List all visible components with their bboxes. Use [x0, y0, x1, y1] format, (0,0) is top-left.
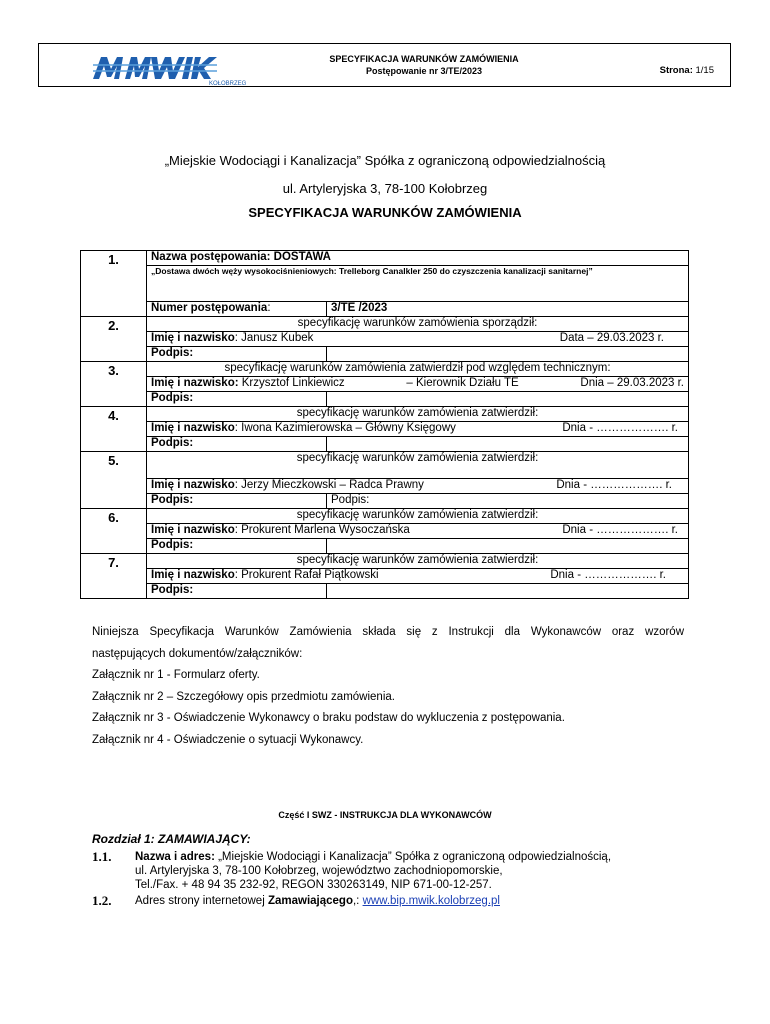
table-row — [81, 302, 689, 317]
name-cell: Imię i nazwisko: Krzysztof Linkiewicz – Kierownik Działu TE Dnia – 29.03.2023 r. — [147, 377, 689, 392]
signature-label: Podpis: — [147, 494, 327, 509]
procedure-number-label: Numer postępowania: — [147, 302, 327, 317]
row-number: 6. — [81, 509, 147, 554]
chapter-heading: Rozdział 1: ZAMAWIAJĄCY: — [92, 832, 251, 846]
name-cell: Imię i nazwisko: Prokurent Marlena Wysoczańska Dnia - ………………. r. — [147, 524, 689, 539]
point-bold: Zamawiającego — [267, 895, 353, 907]
page-indicator — [660, 65, 714, 76]
table-row — [81, 317, 689, 332]
header-title: SPECYFIKACJA WARUNKÓW ZAMÓWIENIA — [329, 54, 519, 64]
name-cell: Imię i nazwisko: Iwona Kazimierowska – Główny Księgowy Dnia - ………………. r. — [147, 422, 689, 437]
date-text: Data – 29.03.2023 r. — [559, 332, 664, 344]
signature-label: Podpis: — [147, 437, 327, 452]
name-cell: Imię i nazwisko: Janusz Kubek Data – 29.03.2023 r. — [147, 332, 689, 347]
page-header — [38, 43, 731, 87]
point-text: Adres strony internetowej — [135, 895, 268, 907]
row-number: 7. — [81, 554, 147, 599]
table-row — [81, 251, 689, 266]
table-row — [81, 494, 689, 509]
procedure-number-value: 3/TE /2023 — [327, 302, 689, 317]
header-title-block — [249, 53, 599, 77]
table-row — [81, 422, 689, 437]
website-link[interactable]: www.bip.mwik.kolobrzeg.pl — [362, 895, 500, 907]
annex-intro-line2: następujących dokumentów/załączników: — [92, 647, 303, 660]
row-heading: specyfikację warunków zamówienia zatwierdził pod względem technicznym: — [147, 362, 689, 377]
table-row — [81, 554, 689, 569]
row-number: 5. — [81, 452, 147, 509]
name-cell: Imię i nazwisko: Jerzy Mieczkowski – Radca Prawny Dnia - ………………. r. — [147, 479, 689, 494]
point-number: 1.2. — [92, 893, 112, 908]
date-text: Dnia - ………………. r. — [562, 524, 678, 536]
annex-intro-line1: Niniejsza Specyfikacja Warunków Zamówienia składa się z Instrukcji dla Wykonawców oraz wzorów — [92, 626, 684, 638]
point-number: 1.1. — [92, 849, 112, 864]
table-row — [81, 407, 689, 422]
table-row — [81, 392, 689, 407]
procedure-name: Nazwa postępowania: DOSTAWA — [147, 251, 689, 266]
signature-space — [327, 437, 689, 452]
table-row — [81, 332, 689, 347]
header-subtitle: Postępowanie nr 3/TE/2023 — [365, 66, 483, 76]
page-value: 1/15 — [695, 65, 714, 76]
row-heading: specyfikację warunków zamówienia zatwierdził: — [147, 407, 689, 422]
annex-item: Załącznik nr 2 – Szczegółowy opis przedmiotu zamówienia. — [92, 690, 395, 703]
annex-item: Załącznik nr 3 - Oświadczenie Wykonawcy o braku podstaw do wykluczenia z postępowania. — [92, 712, 565, 724]
part-title: Część I SWZ - INSTRUKCJA DLA WYKONAWCÓW — [278, 810, 492, 820]
point-text: „Miejskie Wodociągi i Kanalizacja” Spółka z ograniczoną odpowiedzialnością, — [214, 851, 612, 863]
table-row — [81, 437, 689, 452]
table-row — [81, 377, 689, 392]
row-heading: specyfikację warunków zamówienia zatwierdził: — [147, 554, 689, 569]
point-text-line3: Tel./Fax. + 48 94 35 232-92, REGON 330263149, NIP 671-00-12-257. — [135, 879, 492, 891]
row-number: 1. — [81, 251, 147, 317]
signature-label: Podpis: — [147, 392, 327, 407]
signature-space — [327, 539, 689, 554]
logo-subtext: KOŁOBRZEG — [209, 81, 246, 87]
procedure-description: „Dostawa dwóch węży wysokociśnieniowych: Trelleborg Canalkler 250 do czyszczenia kanalizacji sanitarnej” — [147, 266, 689, 302]
signature-label: Podpis: — [147, 539, 327, 554]
date-text: Dnia - ………………. r. — [556, 479, 672, 491]
annex-item: Załącznik nr 4 - Oświadczenie o sytuacji Wykonawcy. — [92, 733, 364, 746]
row-number: 2. — [81, 317, 147, 362]
table-row — [81, 452, 689, 479]
document-title: SPECYFIKACJA WARUNKÓW ZAMÓWIENIA — [248, 205, 522, 220]
point-text-line2: ul. Artyleryjska 3, 78-100 Kołobrzeg, województwo zachodniopomorskie, — [135, 865, 503, 877]
point-label: Nazwa i adres: — [135, 851, 215, 863]
row-number: 3. — [81, 362, 147, 407]
annex-section — [92, 622, 684, 751]
row-heading: specyfikację warunków zamówienia zatwierdził: — [147, 452, 689, 479]
table-row — [81, 479, 689, 494]
table-row — [81, 347, 689, 362]
mwik-logo — [91, 51, 246, 87]
row-heading: specyfikację warunków zamówienia zatwierdził: — [147, 509, 689, 524]
table-row — [81, 509, 689, 524]
date-text: Dnia - ………………. r. — [550, 569, 666, 581]
signature-space — [327, 584, 689, 599]
table-row — [81, 362, 689, 377]
row-heading: specyfikację warunków zamówienia sporządził: — [147, 317, 689, 332]
row-number: 4. — [81, 407, 147, 452]
table-row — [81, 539, 689, 554]
organization-address: ul. Artyleryjska 3, 78-100 Kołobrzeg — [282, 181, 488, 196]
signature-label: Podpis: — [147, 347, 327, 362]
signature-space — [327, 347, 689, 362]
annex-item: Załącznik nr 1 - Formularz oferty. — [92, 669, 260, 681]
table-row — [81, 266, 689, 302]
date-text: Dnia - ………………. r. — [562, 422, 678, 434]
table-row — [81, 569, 689, 584]
signature-label-2: Podpis: — [327, 494, 689, 509]
signature-space — [327, 392, 689, 407]
table-row — [81, 584, 689, 599]
organization-name: „Miejskie Wodociągi i Kanalizacja” Spółka z ograniczoną odpowiedzialnością — [164, 153, 606, 168]
table-row — [81, 524, 689, 539]
name-cell: Imię i nazwisko: Prokurent Rafał Piątkowski Dnia - ………………. r. — [147, 569, 689, 584]
signature-label: Podpis: — [147, 584, 327, 599]
page-label: Strona: — [659, 65, 693, 76]
date-text: Dnia – 29.03.2023 r. — [580, 377, 684, 389]
approval-table — [80, 250, 689, 599]
